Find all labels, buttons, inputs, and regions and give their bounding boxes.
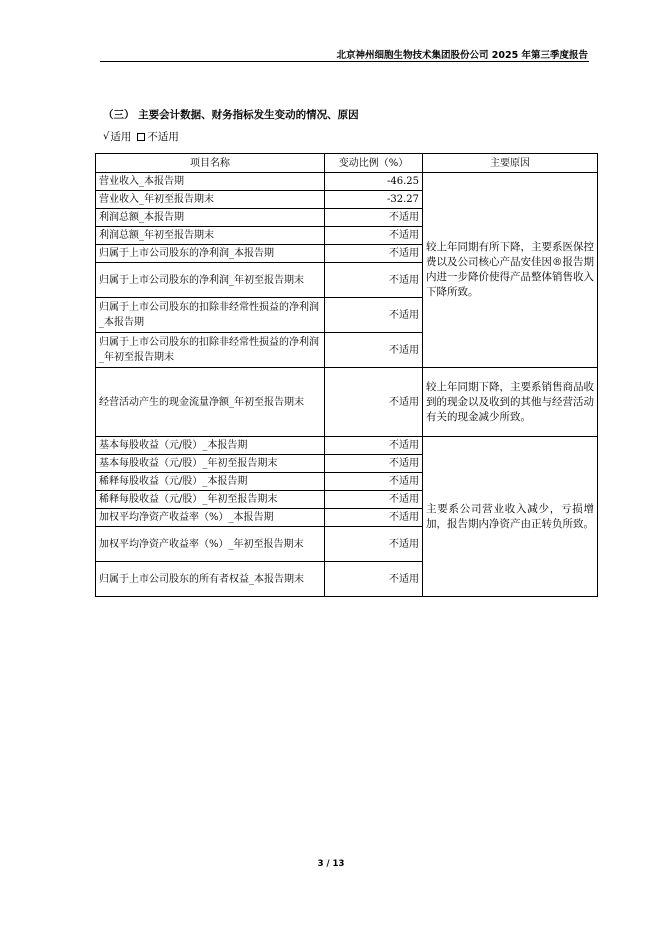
applicable-label: 适用	[110, 131, 132, 143]
item-name-cell: 经营活动产生的现金流量净额_年初至报告期末	[96, 368, 325, 437]
column-header-reason: 主要原因	[423, 154, 598, 173]
ratio-cell: 不适用	[325, 455, 423, 473]
item-name-cell: 利润总额_本报告期	[96, 209, 325, 227]
item-name-cell: 归属于上市公司股东的扣除非经常性损益的净利润_本报告期	[96, 298, 325, 333]
ratio-cell: 不适用	[325, 473, 423, 491]
ratio-cell: 不适用	[325, 209, 423, 227]
empty-checkbox-icon	[137, 133, 145, 141]
reason-cell: 较上年同期下降，主要系销售商品收到的现金以及收到的其他与经营活动有关的现金减少所致。	[423, 368, 598, 437]
item-name-cell: 营业收入_年初至报告期末	[96, 191, 325, 209]
item-name-cell: 营业收入_本报告期	[96, 173, 325, 191]
ratio-cell: 不适用	[325, 263, 423, 298]
column-header-item: 项目名称	[96, 154, 325, 173]
item-name-cell: 基本每股收益（元/股）_年初至报告期末	[96, 455, 325, 473]
ratio-cell: 不适用	[325, 527, 423, 562]
ratio-cell: 不适用	[325, 562, 423, 597]
column-header-ratio: 变动比例（%）	[325, 154, 423, 173]
applicability-options	[103, 129, 185, 144]
table-row	[96, 437, 598, 455]
not-applicable-option	[137, 129, 179, 144]
not-applicable-label: 不适用	[147, 131, 179, 143]
page-number: 3 / 13	[317, 859, 345, 869]
header-divider	[100, 61, 589, 62]
ratio-cell: 不适用	[325, 368, 423, 437]
table-row	[96, 368, 598, 437]
section-heading: （三） 主要会计数据、财务指标发生变动的情况、原因	[103, 109, 359, 121]
reason-cell: 主要系公司营业收入减少，亏损增加，报告期内净资产由正转负所致。	[423, 437, 598, 597]
reason-cell: 较上年同期有所下降，主要系医保控费以及公司核心产品安佳因®报告期内进一步降价使得产品整体销售收入下降所致。	[423, 173, 598, 368]
report-header-title: 北京神州细胞生物技术集团股份公司 2025 年第三季度报告	[336, 50, 588, 61]
item-name-cell: 稀释每股收益（元/股）_本报告期	[96, 473, 325, 491]
ratio-cell: 不适用	[325, 509, 423, 527]
ratio-cell: -32.27	[325, 191, 423, 209]
table-row	[96, 173, 598, 191]
item-name-cell: 归属于上市公司股东的净利润_年初至报告期末	[96, 263, 325, 298]
item-name-cell: 稀释每股收益（元/股）_年初至报告期末	[96, 491, 325, 509]
item-name-cell: 归属于上市公司股东的所有者权益_本报告期末	[96, 562, 325, 597]
indicator-change-table	[95, 153, 598, 597]
item-name-cell: 加权平均净资产收益率（%）_年初至报告期末	[96, 527, 325, 562]
item-name-cell: 归属于上市公司股东的扣除非经常性损益的净利润_年初至报告期末	[96, 333, 325, 368]
applicable-option	[103, 129, 131, 144]
ratio-cell: 不适用	[325, 227, 423, 245]
table-header-row	[96, 154, 598, 173]
ratio-cell: 不适用	[325, 437, 423, 455]
checkmark-icon: √	[103, 131, 110, 142]
ratio-cell: 不适用	[325, 333, 423, 368]
ratio-cell: 不适用	[325, 298, 423, 333]
ratio-cell: 不适用	[325, 491, 423, 509]
item-name-cell: 基本每股收益（元/股）_本报告期	[96, 437, 325, 455]
ratio-cell: 不适用	[325, 245, 423, 263]
item-name-cell: 归属于上市公司股东的净利润_本报告期	[96, 245, 325, 263]
item-name-cell: 利润总额_年初至报告期末	[96, 227, 325, 245]
item-name-cell: 加权平均净资产收益率（%）_本报告期	[96, 509, 325, 527]
ratio-cell: -46.25	[325, 173, 423, 191]
